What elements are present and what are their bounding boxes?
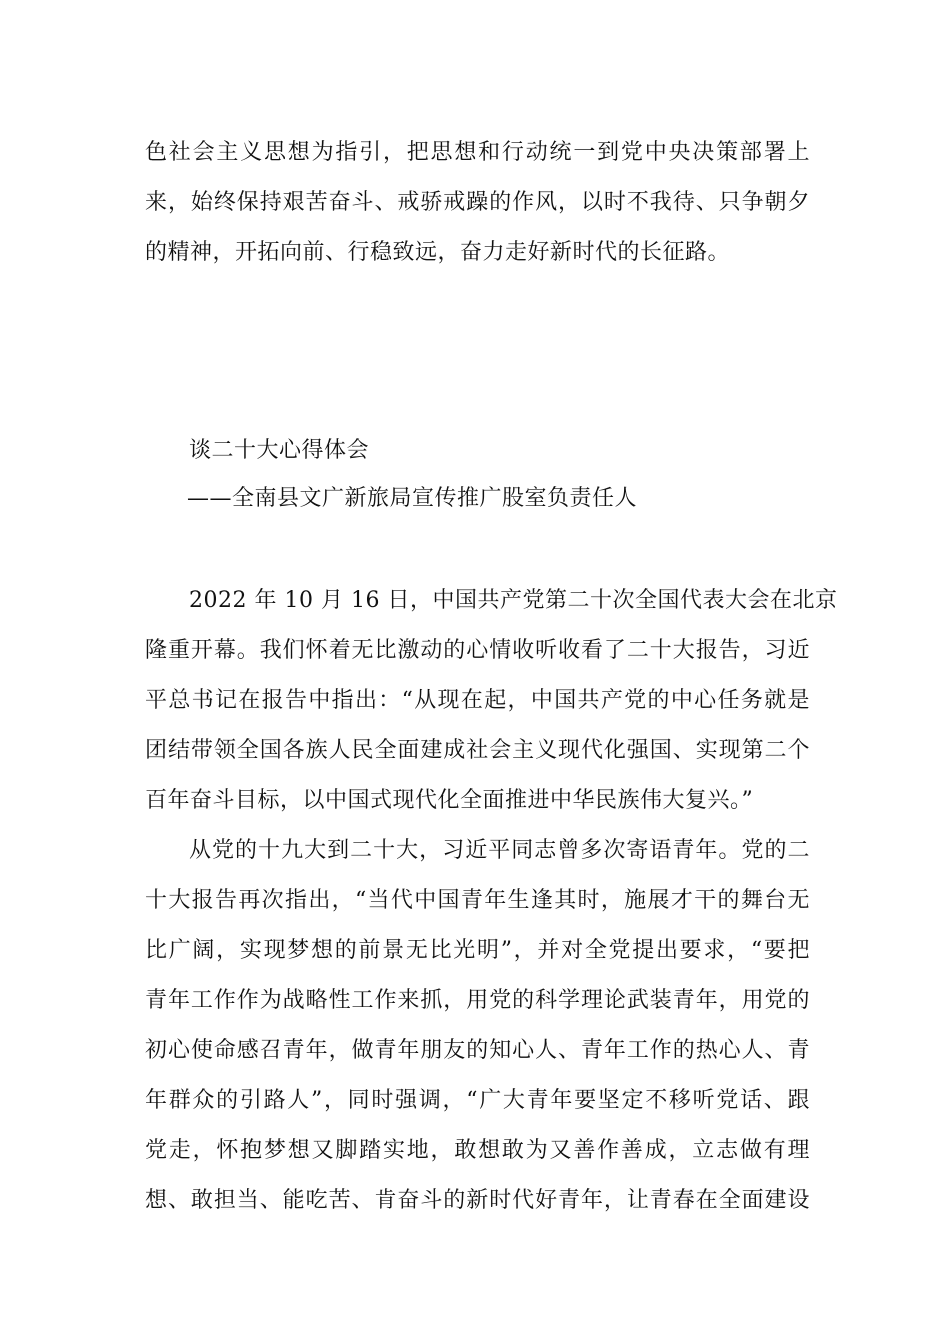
carryover-line-2: 来，始终保持艰苦奋斗、戒骄戒躁的作风，以时不我待、只争朝夕 [145,190,810,215]
article-title: 谈二十大心得体会 [189,438,370,463]
paragraph-1-line-5: 百年奋斗目标，以中国式现代化全面推进中华民族伟大复兴。” [145,788,754,813]
article-byline: ——全南县文广新旅局宣传推广股室负责任人 [187,486,638,511]
paragraph-1-line-1: 2022 年 10 月 16 日，中国共产党第二十次全国代表大会在北京 [189,588,838,613]
carryover-line-1: 色社会主义思想为指引，把思想和行动统一到党中央决策部署上 [145,140,810,165]
paragraph-1-line-2: 隆重开幕。我们怀着无比激动的心情收听收看了二十大报告，习近 [145,638,810,663]
paragraph-2-line-2: 十大报告再次指出，“当代中国青年生逢其时，施展才干的舞台无 [145,888,810,913]
paragraph-1-line-3: 平总书记在报告中指出：“从现在起，中国共产党的中心任务就是 [145,688,810,713]
paragraph-2-line-6: 年群众的引路人”，同时强调，“广大青年要坚定不移听党话、跟 [145,1088,810,1113]
paragraph-2-line-7: 党走，怀抱梦想又脚踏实地，敢想敢为又善作善成，立志做有理 [145,1138,810,1163]
paragraph-2-line-3: 比广阔，实现梦想的前景无比光明”，并对全党提出要求，“要把 [145,938,810,963]
carryover-line-3: 的精神，开拓向前、行稳致远，奋力走好新时代的长征路。 [145,240,731,265]
paragraph-2-line-4: 青年工作作为战略性工作来抓，用党的科学理论武装青年，用党的 [145,988,810,1013]
paragraph-1-line-4: 团结带领全国各族人民全面建成社会主义现代化强国、实现第二个 [145,738,810,763]
paragraph-2-line-8: 想、敢担当、能吃苦、肯奋斗的新时代好青年，让青春在全面建设 [145,1188,810,1213]
paragraph-2-line-5: 初心使命感召青年，做青年朋友的知心人、青年工作的热心人、青 [145,1038,810,1063]
paragraph-2-line-1: 从党的十九大到二十大，习近平同志曾多次寄语青年。党的二 [189,838,810,863]
